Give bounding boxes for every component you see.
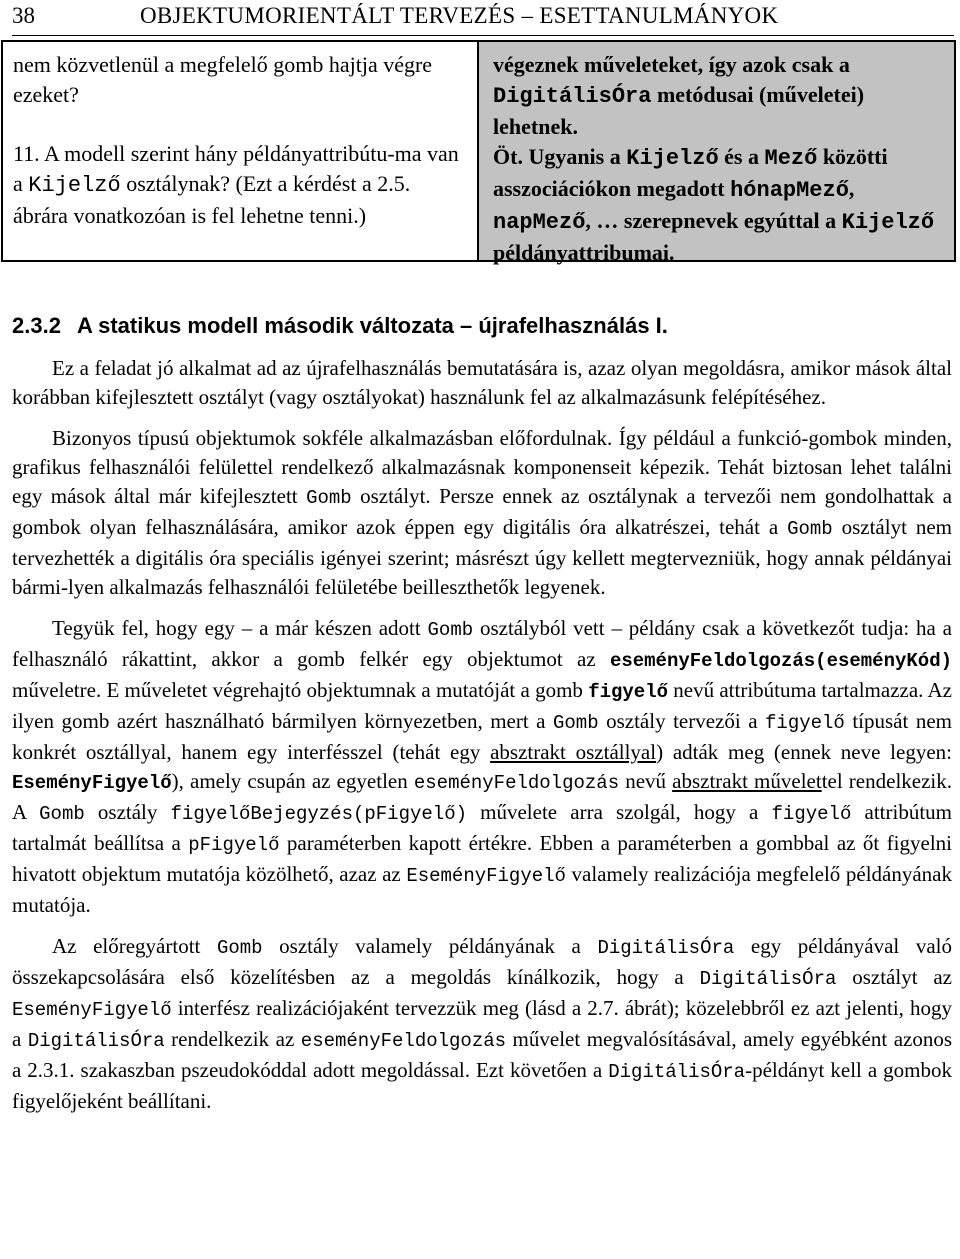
running-header	[12, 0, 954, 36]
answer-text: végeznek műveleteket, így azok csak a DigitálisÓra metódusai (műveletei) lehetnek. Öt. Ugyanis a Kijelző és a Mező közötti asszociációkon megadott hónapMező, napMező, … szerepnevek egyúttal a Kijelző példányattribumai.	[493, 52, 935, 265]
question-10-end: nem közvetlenül a megfelelő gomb hajtja végre ezeket?	[13, 52, 433, 107]
section-heading	[12, 313, 668, 339]
paragraph: Ez a feladat jó alkalmat ad az újrafelhasználás bemutatására is, azaz olyan megoldásra, amikor mások által korábban kifejlesztett osztályt (vagy osztályokat) használunk fel az alkalmazásunk felépítéséhez.	[12, 356, 952, 409]
body-text	[12, 354, 952, 1116]
questions-column	[3, 42, 477, 260]
answers-column	[477, 42, 954, 265]
class-name-code: Kijelző	[28, 173, 121, 198]
section-number: 2.3.2	[12, 313, 61, 338]
running-title: OBJEKTUMORIENTÁLT TERVEZÉS – ESETTANULMÁNYOK	[140, 3, 779, 28]
section-title: A statikus modell második változata – újrafelhasználás I.	[76, 313, 668, 338]
page-number: 38	[12, 3, 35, 28]
paragraph: Az előregyártott Gomb osztály valamely példányának a DigitálisÓra egy példányával való összekapcsolására első közelítésben az a megoldás kínálkozik, hogy a DigitálisÓra osztályt az EseményFigyelő interfész realizációjaként tervezzük meg (lásd a 2.7. ábrát); közelebbről ez azt jelenti, hogy a DigitálisÓra rendelkezik az eseményFeldolgozás művelet megvalósításával, amely egyébként azonos a 2.3.1. szakaszban pszeudokóddal adott megoldással. Ezt követően a DigitálisÓra-példányt kell a gombok figyelőjeként beállítani.	[12, 934, 953, 1113]
paragraph: Tegyük fel, hogy egy – a már készen adott Gomb osztályból vett – példány csak a következőt tudja: ha a felhasználó rákattint, akkor a gomb felkér egy objektumot az eseményFeldolgozás(eseményKód) műveletre. E műveletet végrehajtó objektumnak a mutatóját a gomb figyelő nevű attribútuma tartalmazza. Az ilyen gomb azért használható bármilyen környezetben, mert a Gomb osztály tervezői a figyelő típusát nem konkrét osztállyal, hanem egy interfésszel (tehát egy absztrakt osztállyal) adták meg (ennek neve legyen: EseményFigyelő), amely csupán az egyetlen eseményFeldolgozás nevű absztrakt művelettel rendelkezik. A Gomb osztály figyelőBejegyzés(pFigyelő) művelete arra szolgál, hogy a figyelő attribútum tartalmát beállítsa a pFigyelő paraméterben kapott értékre. Ebben a paraméterben a gombbal az őt figyelni hivatott objektum mutatója közölhető, azaz az EseményFigyelő valamely realizációja megfelelő példányának mutatója.	[12, 616, 953, 917]
question-answer-box	[1, 40, 956, 265]
question-11: 11. A modell szerint hány példányattribútu-ma van a Kijelző osztálynak? (Ezt a kérdést a 2.5. ábrára vonatkozóan is fel lehetne tenni.)	[13, 141, 459, 228]
paragraph: Bizonyos típusú objektumok sokféle alkalmazásban előfordulnak. Így például a funkció-gombok minden, grafikus felhasználói felülettel rendelkező alkalmazásnak komponenseit képezik. Tehát biztosan lehet találni egy mások által már kifejlesztett Gomb osztályt. Persze ennek az osztálynak a tervezői nem gondolhattak a gombok olyan felhasználására, amikor azok éppen egy digitális óra alkatrészei, tehát a Gomb osztályt nem tervezhették a digitális óra speciális igényei szerint; másrészt úgy kellett megtervezniük, hogy annak példányai bármi-lyen alkalmazás felhasználói felületébe beilleszthetők legyenek.	[12, 426, 953, 599]
